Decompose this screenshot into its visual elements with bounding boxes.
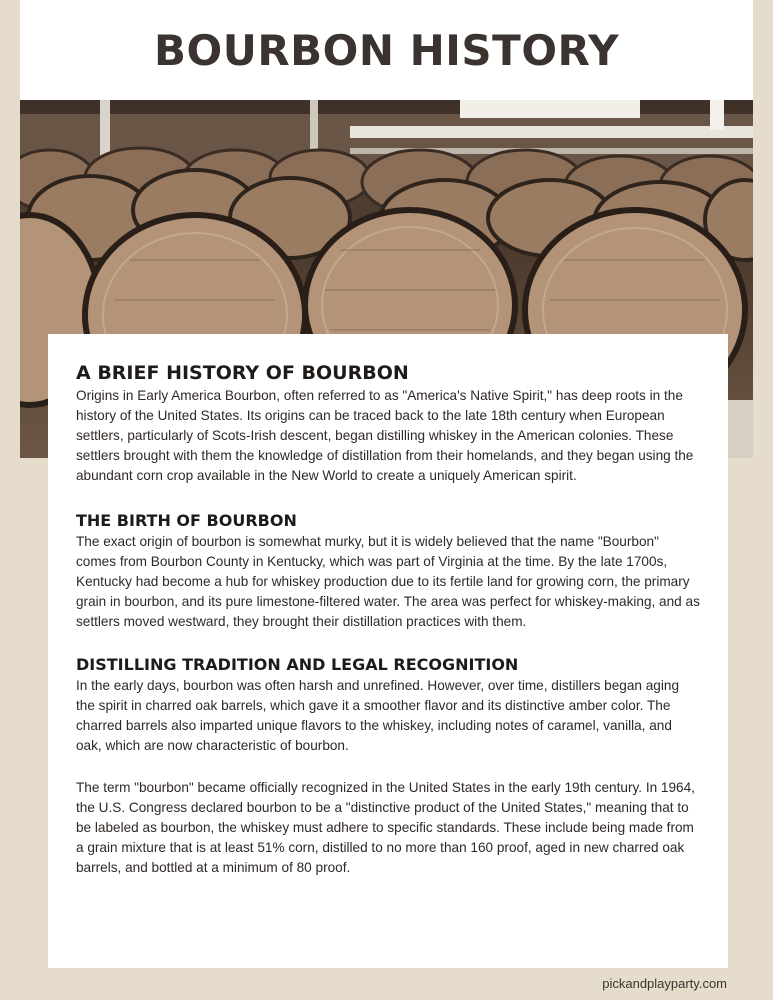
section-paragraph: Origins in Early America Bourbon, often referred to as "America's Native Spirit," has deep roots in the history of the United States. Its origins can be traced back to the late 18th century when European settlers, particularly of Scots-Irish descent, began distilling whiskey in the American colonies. These settlers brought with them the knowledge of distillation from their homelands, and they began using the abundant corn crop available in the New World to create a uniquely American spirit. [76, 388, 694, 483]
footer-site: pickandplayparty.com [602, 976, 727, 991]
page-header [20, 0, 753, 100]
section-paragraph: The term "bourbon" became officially recognized in the United States in the early 19th century. In 1964, the U.S. Congress declared bourbon to be a "distinctive product of the United States," meaning that to be labeled as bourbon, the whiskey must adhere to specific standards. These include being made from a grain mixture that is at least 51% corn, distilled to no more than 160 proof, aged in new charred oak barrels, and bottled at a minimum of 80 proof. [76, 780, 695, 875]
page-title: BOURBON HISTORY [154, 25, 619, 75]
section-paragraph: The exact origin of bourbon is somewhat murky, but it is widely believed that the name "Bourbon" comes from Bourbon County in Kentucky, which was part of Virginia at the time. By the late 1700s, Kentucky had become a hub for whiskey production due to its fertile land for growing corn, the primary grain in bourbon, and its pure limestone-filtered water. The area was perfect for whiskey-making, and as settlers moved westward, they brought their distillation practices with them. [76, 534, 700, 629]
section-heading-brief-history: A BRIEF HISTORY OF BOURBON [76, 362, 409, 384]
section-heading-birth: THE BIRTH OF BOURBON [76, 511, 297, 530]
content-card [48, 334, 728, 968]
section-heading-distilling: DISTILLING TRADITION AND LEGAL RECOGNITION [76, 655, 519, 674]
section-paragraph: In the early days, bourbon was often harsh and unrefined. However, over time, distillers began aging the spirit in charred oak barrels, which gave it a smoother flavor and its distinctive amber color. The charred barrels also imparted unique flavors to the whiskey, including notes of caramel, vanilla, and oak, which are now characteristic of bourbon. [76, 678, 680, 753]
